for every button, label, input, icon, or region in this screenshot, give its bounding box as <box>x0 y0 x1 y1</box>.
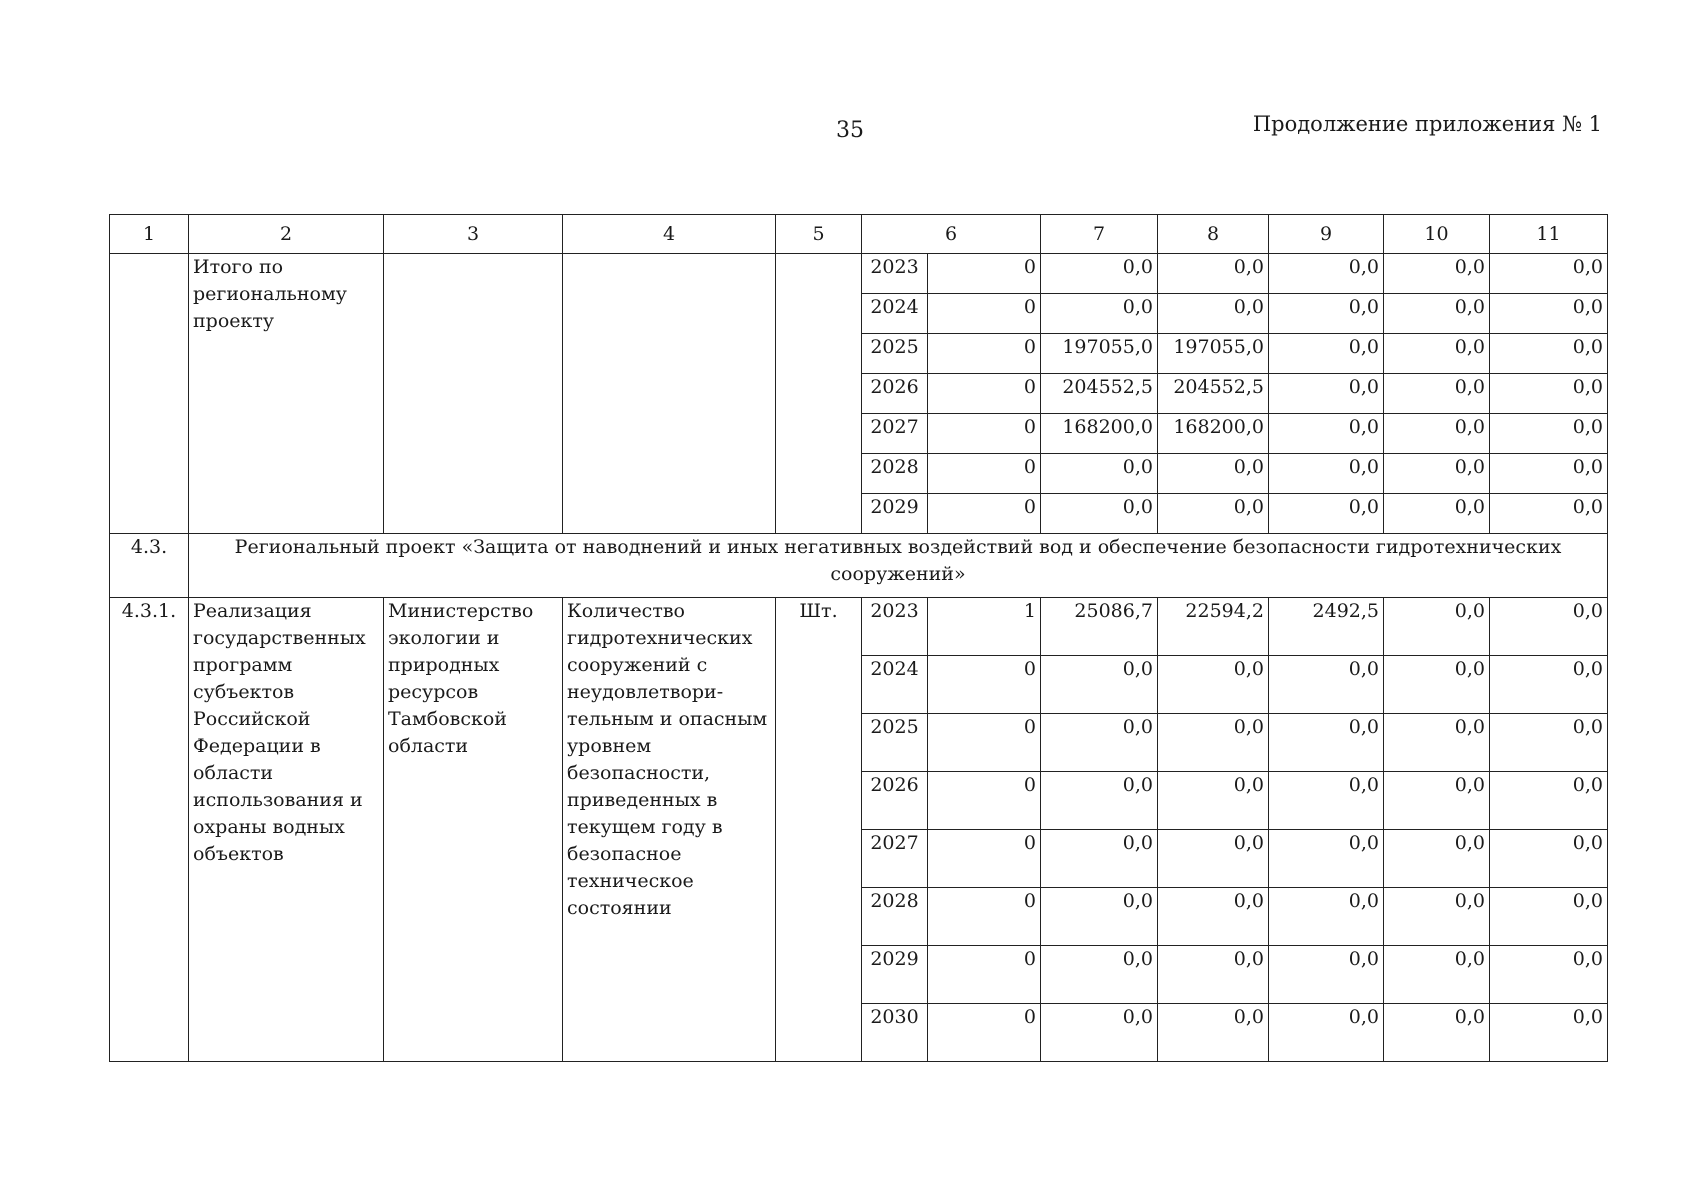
year-cell: 2029 <box>862 494 928 534</box>
value-cell: 0,0 <box>1041 714 1158 772</box>
value-cell: 0,0 <box>1041 294 1158 334</box>
value-cell: 1 <box>928 598 1041 656</box>
year-cell: 2024 <box>862 294 928 334</box>
column-header: 4 <box>563 215 776 254</box>
value-cell: 0 <box>928 1004 1041 1062</box>
year-cell: 2026 <box>862 772 928 830</box>
year-cell: 2027 <box>862 830 928 888</box>
value-cell: 25086,7 <box>1041 598 1158 656</box>
value-cell: 0,0 <box>1490 494 1608 534</box>
row-name: Итого по региональному проекту <box>189 254 384 534</box>
value-cell: 0,0 <box>1490 294 1608 334</box>
value-cell: 0 <box>928 374 1041 414</box>
row-index <box>110 254 189 534</box>
row-indicator: Количество гидротехнических сооружений с неудовлетвори-тельным и опасным уровнем безопасности, приведенных в текущем году в безопасное техническое состоянии <box>563 598 776 1062</box>
value-cell: 0,0 <box>1384 254 1490 294</box>
value-cell: 0,0 <box>1269 888 1384 946</box>
year-cell: 2024 <box>862 656 928 714</box>
table-row <box>110 598 1608 656</box>
row-indicator <box>563 254 776 534</box>
value-cell: 0,0 <box>1490 454 1608 494</box>
value-cell: 0,0 <box>1041 254 1158 294</box>
value-cell: 0,0 <box>1269 254 1384 294</box>
value-cell: 0,0 <box>1384 414 1490 454</box>
value-cell: 0 <box>928 714 1041 772</box>
year-cell: 2025 <box>862 714 928 772</box>
value-cell: 168200,0 <box>1041 414 1158 454</box>
value-cell: 0,0 <box>1490 830 1608 888</box>
value-cell: 0 <box>928 772 1041 830</box>
value-cell: 0,0 <box>1158 656 1269 714</box>
value-cell: 0 <box>928 454 1041 494</box>
value-cell: 0,0 <box>1490 1004 1608 1062</box>
value-cell: 0 <box>928 656 1041 714</box>
column-header: 1 <box>110 215 189 254</box>
value-cell: 0 <box>928 254 1041 294</box>
appendix-caption: Продолжение приложения № 1 <box>1252 112 1602 136</box>
value-cell: 0,0 <box>1269 656 1384 714</box>
year-cell: 2027 <box>862 414 928 454</box>
row-index: 4.3.1. <box>110 598 189 1062</box>
section-title: Региональный проект «Защита от наводнений и иных негативных воздействий вод и обеспечение безопасности гидротехнических сооружений» <box>189 534 1608 598</box>
value-cell: 0,0 <box>1269 494 1384 534</box>
page-number: 35 <box>836 118 864 143</box>
value-cell: 197055,0 <box>1041 334 1158 374</box>
value-cell: 0,0 <box>1269 294 1384 334</box>
value-cell: 0,0 <box>1041 656 1158 714</box>
column-header: 3 <box>384 215 563 254</box>
value-cell: 0,0 <box>1158 494 1269 534</box>
value-cell: 0,0 <box>1490 888 1608 946</box>
value-cell: 0,0 <box>1490 946 1608 1004</box>
value-cell: 0,0 <box>1158 1004 1269 1062</box>
year-cell: 2028 <box>862 888 928 946</box>
year-cell: 2030 <box>862 1004 928 1062</box>
value-cell: 0 <box>928 414 1041 454</box>
value-cell: 0,0 <box>1158 946 1269 1004</box>
row-unit <box>776 254 862 534</box>
value-cell: 22594,2 <box>1158 598 1269 656</box>
column-header: 9 <box>1269 215 1384 254</box>
value-cell: 0,0 <box>1041 830 1158 888</box>
row-unit: Шт. <box>776 598 862 1062</box>
value-cell: 0,0 <box>1490 598 1608 656</box>
column-header: 11 <box>1490 215 1608 254</box>
value-cell: 0,0 <box>1384 294 1490 334</box>
value-cell: 0,0 <box>1490 772 1608 830</box>
value-cell: 0 <box>928 888 1041 946</box>
value-cell: 0,0 <box>1269 374 1384 414</box>
value-cell: 0,0 <box>1041 946 1158 1004</box>
value-cell: 0,0 <box>1384 334 1490 374</box>
column-header: 8 <box>1158 215 1269 254</box>
table-row <box>110 254 1608 294</box>
value-cell: 0,0 <box>1158 454 1269 494</box>
value-cell: 0,0 <box>1384 946 1490 1004</box>
value-cell: 0,0 <box>1384 830 1490 888</box>
value-cell: 0,0 <box>1041 494 1158 534</box>
value-cell: 0,0 <box>1158 254 1269 294</box>
value-cell: 0,0 <box>1041 1004 1158 1062</box>
value-cell: 0,0 <box>1269 946 1384 1004</box>
column-header: 6 <box>862 215 1041 254</box>
value-cell: 0,0 <box>1384 598 1490 656</box>
value-cell: 0,0 <box>1269 414 1384 454</box>
value-cell: 0,0 <box>1490 656 1608 714</box>
value-cell: 0,0 <box>1041 772 1158 830</box>
section-banner-row <box>110 534 1608 598</box>
value-cell: 0,0 <box>1269 830 1384 888</box>
value-cell: 0,0 <box>1384 494 1490 534</box>
column-header: 2 <box>189 215 384 254</box>
value-cell: 168200,0 <box>1158 414 1269 454</box>
value-cell: 0,0 <box>1269 714 1384 772</box>
year-cell: 2028 <box>862 454 928 494</box>
value-cell: 0,0 <box>1269 334 1384 374</box>
value-cell: 0,0 <box>1490 254 1608 294</box>
year-cell: 2026 <box>862 374 928 414</box>
column-header: 5 <box>776 215 862 254</box>
value-cell: 0,0 <box>1158 714 1269 772</box>
section-index: 4.3. <box>110 534 189 598</box>
value-cell: 2492,5 <box>1269 598 1384 656</box>
value-cell: 0,0 <box>1490 414 1608 454</box>
value-cell: 0,0 <box>1490 714 1608 772</box>
value-cell: 0,0 <box>1490 374 1608 414</box>
value-cell: 0,0 <box>1269 772 1384 830</box>
value-cell: 0,0 <box>1384 656 1490 714</box>
value-cell: 0,0 <box>1158 294 1269 334</box>
value-cell: 0,0 <box>1158 888 1269 946</box>
year-cell: 2023 <box>862 598 928 656</box>
value-cell: 0 <box>928 334 1041 374</box>
value-cell: 0,0 <box>1269 1004 1384 1062</box>
year-cell: 2023 <box>862 254 928 294</box>
row-name: Реализация государственных программ субъектов Российской Федерации в области использования и охраны водных объектов <box>189 598 384 1062</box>
program-table <box>109 214 1608 1062</box>
value-cell: 0,0 <box>1384 454 1490 494</box>
row-executor: Министерство экологии и природных ресурсов Тамбовской области <box>384 598 563 1062</box>
value-cell: 0,0 <box>1384 714 1490 772</box>
value-cell: 197055,0 <box>1158 334 1269 374</box>
row-executor <box>384 254 563 534</box>
column-header: 7 <box>1041 215 1158 254</box>
value-cell: 0,0 <box>1384 1004 1490 1062</box>
value-cell: 0,0 <box>1158 830 1269 888</box>
value-cell: 0 <box>928 830 1041 888</box>
value-cell: 0 <box>928 946 1041 1004</box>
column-header: 10 <box>1384 215 1490 254</box>
column-header-row <box>110 215 1608 254</box>
value-cell: 0,0 <box>1158 772 1269 830</box>
value-cell: 0,0 <box>1269 454 1384 494</box>
year-cell: 2025 <box>862 334 928 374</box>
value-cell: 0,0 <box>1384 374 1490 414</box>
value-cell: 0 <box>928 294 1041 334</box>
value-cell: 0,0 <box>1384 772 1490 830</box>
value-cell: 0,0 <box>1041 454 1158 494</box>
value-cell: 0,0 <box>1041 888 1158 946</box>
value-cell: 0,0 <box>1490 334 1608 374</box>
value-cell: 204552,5 <box>1041 374 1158 414</box>
year-cell: 2029 <box>862 946 928 1004</box>
value-cell: 204552,5 <box>1158 374 1269 414</box>
value-cell: 0,0 <box>1384 888 1490 946</box>
value-cell: 0 <box>928 494 1041 534</box>
